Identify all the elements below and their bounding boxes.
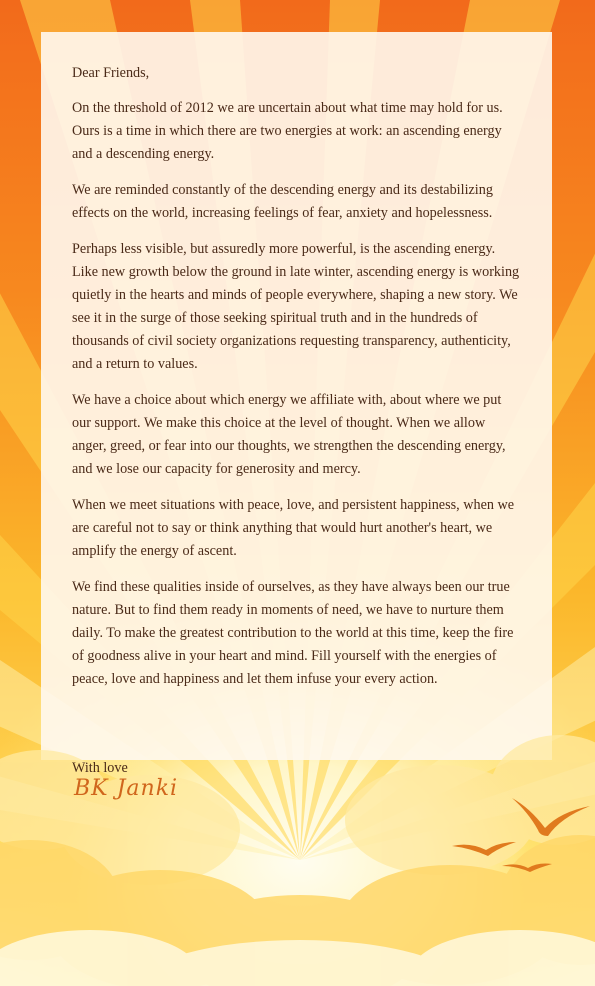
letter-paragraph: Perhaps less visible, but assuredly more powerful, is the ascending energy. Like new growth below the ground in late winter, ascending energy is working quietly in the hearts and minds of people everywhere, shaping a new story. We see it in the surge of those seeking spiritual truth and in the hundreds of thousands of civil society organizations requesting transparency, authenticity, and a return to values.	[72, 241, 520, 372]
letter-paragraph: When we meet situations with peace, love, and persistent happiness, when we are careful not to say or think anything that would hurt another's heart, we amplify the energy of ascent.	[72, 497, 515, 559]
letter-greeting: Dear Friends,	[72, 65, 150, 81]
signature: BK Janki	[74, 776, 179, 801]
letter-paragraph: On the threshold of 2012 we are uncertain about what time may hold for us. Ours is a time in which there are two energies at work: an ascending energy and a descending energy.	[72, 100, 503, 162]
letter-paragraph: We have a choice about which energy we affiliate with, about where we put our support. We make this choice at the level of thought. When we allow anger, greed, or fear into our thoughts, we strengthen the descending energy, and we lose our capacity for generosity and mercy.	[72, 392, 506, 477]
letter-paragraph: We are reminded constantly of the descending energy and its destabilizing effects on the world, increasing feelings of fear, anxiety and hopelessness.	[72, 182, 493, 221]
bird-icon	[512, 798, 590, 836]
bird-icon	[502, 864, 552, 873]
bird-icon	[452, 842, 516, 856]
letter-closing: With love	[72, 760, 128, 776]
letter-paragraph: We find these qualities inside of ourselves, as they have always been our true nature. But to find them ready in moments of need, we have to nurture them daily. To make the greatest contribution to the world at this time, keep the fire of goodness alive in your heart and mind. Fill yourself with the energies of peace, love and happiness and let them infuse your every action.	[72, 579, 514, 687]
